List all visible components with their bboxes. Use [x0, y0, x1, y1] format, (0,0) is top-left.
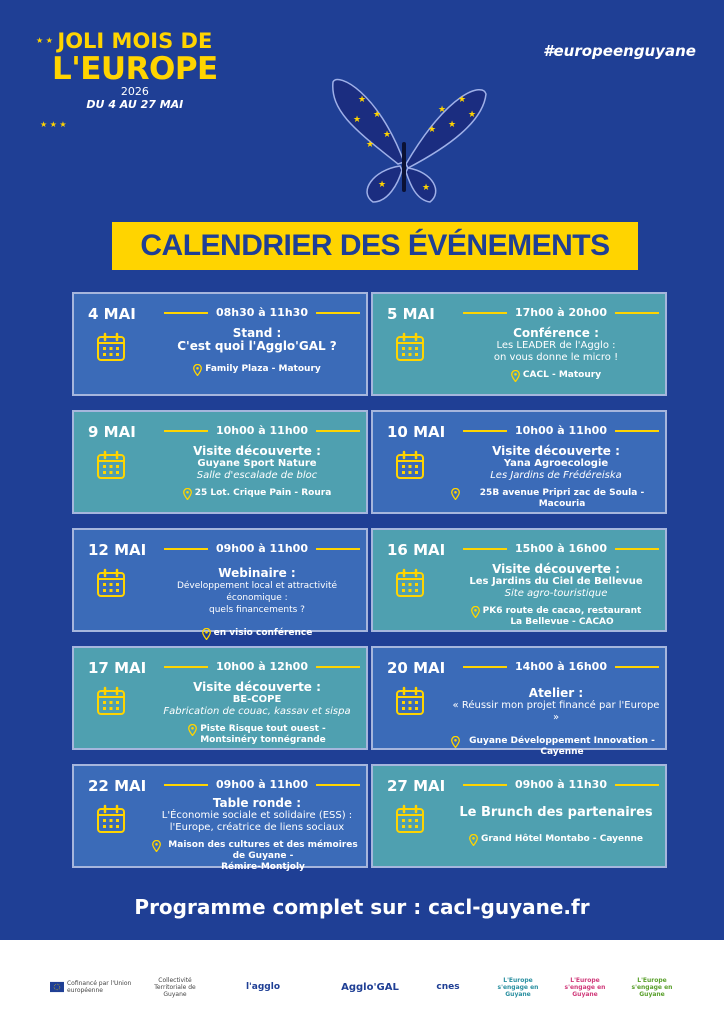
- event-detail: L'Économie sociale et solidaire (ESS) :: [161, 810, 353, 821]
- event-date: 22 MAI: [88, 777, 147, 795]
- event-time: 17h00 à 20h00: [463, 306, 659, 319]
- europe-sengage-logo-2: L'Europe s'engage en Guyane: [564, 976, 606, 998]
- star-icon: ★ ★ ★: [40, 120, 67, 129]
- event-time: 08h30 à 11h30: [164, 306, 360, 319]
- event-location-text: PK6 route de cacao, restaurant: [482, 606, 642, 616]
- event-body: [451, 686, 661, 758]
- butterfly-eu-flag-icon: [318, 52, 493, 212]
- event-detail: Yana Agroecologie: [503, 458, 609, 469]
- event-date: 10 MAI: [387, 423, 446, 441]
- program-link-text: Programme complet sur : cacl-guyane.fr: [134, 895, 590, 919]
- event-card: [371, 410, 667, 514]
- brand-line1: JOLI MOIS DE: [57, 29, 213, 53]
- event-title: Conférence :: [513, 326, 599, 340]
- event-detail: Guyane Sport Nature: [197, 458, 317, 469]
- svg-text:★: ★: [353, 115, 362, 125]
- event-body: [451, 562, 661, 628]
- event-detail: C'est quoi l'Agglo'GAL ?: [177, 339, 337, 353]
- event-location-text-2: La Bellevue - CACAO: [510, 617, 614, 627]
- brand-dates: DU 4 AU 27 MAI: [86, 98, 184, 111]
- eu-flag-logo: Cofinancé par l'Union européenne: [50, 970, 132, 1004]
- event-location: [451, 488, 661, 510]
- event-body: [152, 326, 362, 376]
- svg-text:★: ★: [458, 95, 467, 105]
- event-title: Visite découverte :: [492, 444, 620, 458]
- agglo-logo: l'agglo: [245, 981, 281, 992]
- calendar-icon: [395, 568, 425, 598]
- event-title: Visite découverte :: [193, 444, 321, 458]
- event-location: [152, 840, 362, 873]
- event-location: [152, 364, 362, 376]
- event-date: 17 MAI: [88, 659, 147, 677]
- europe-sengage-logo-1: L'Europe s'engage en Guyane: [497, 976, 539, 998]
- event-date: 4 MAI: [88, 305, 136, 323]
- svg-text:★: ★: [378, 180, 387, 190]
- calendar-icon: [96, 332, 126, 362]
- event-date: 27 MAI: [387, 777, 446, 795]
- event-card: [72, 410, 368, 514]
- star-icon: ★ ★: [36, 36, 53, 45]
- event-location-text: Grand Hôtel Montabo - Cayenne: [480, 834, 644, 844]
- event-detail-2: l'Europe, créatrice de liens sociaux: [169, 822, 345, 833]
- event-detail: Les LEADER de l'Agglo :: [496, 340, 616, 351]
- event-title: Webinaire :: [218, 566, 296, 580]
- calendar-icon: [96, 804, 126, 834]
- event-card: [371, 528, 667, 632]
- event-detail: Développement local et attractivité économique :: [176, 581, 338, 603]
- event-time: 14h00 à 16h00: [463, 660, 659, 673]
- event-location: [451, 606, 661, 628]
- event-location-text: CACL - Matoury: [522, 370, 602, 380]
- svg-text:★: ★: [448, 120, 457, 130]
- event-card: [371, 646, 667, 757]
- event-title: Table ronde :: [212, 796, 302, 810]
- event-detail-2: Salle d'escalade de bloc: [196, 470, 318, 481]
- svg-text:★: ★: [373, 110, 382, 120]
- europe-sengage-logo-3: L'Europe s'engage en Guyane: [631, 976, 673, 998]
- event-body: [451, 326, 661, 382]
- calendar-icon: [96, 450, 126, 480]
- event-detail-2: Fabrication de couac, kassav et sispa: [163, 706, 351, 717]
- event-detail-2: Site agro-touristique: [504, 588, 608, 599]
- event-location: [152, 724, 362, 746]
- event-card: [72, 528, 368, 638]
- agglo-gal-logo: Agglo'GAL: [341, 981, 399, 993]
- brand-block: [52, 30, 218, 111]
- event-body: [152, 680, 362, 746]
- event-location-text: Family Plaza - Matoury: [205, 364, 321, 374]
- calendar-icon: [96, 568, 126, 598]
- event-body: [152, 566, 362, 640]
- event-detail: « Réussir mon projet financé par l'Europe »: [452, 700, 660, 723]
- svg-text:★: ★: [468, 110, 477, 120]
- event-card: [371, 292, 667, 396]
- event-card: [72, 646, 368, 750]
- event-time: 15h00 à 16h00: [463, 542, 659, 555]
- event-location-text: 25 Lot. Crique Pain - Roura: [194, 488, 332, 498]
- event-location-text: Piste Risque tout ouest -: [200, 724, 326, 734]
- event-location: [152, 488, 362, 500]
- event-date: 12 MAI: [88, 541, 147, 559]
- svg-text:★: ★: [383, 130, 392, 140]
- event-location-text: en visio conférence: [213, 628, 313, 638]
- svg-text:★: ★: [428, 125, 437, 135]
- collectivite-logo: Collectivité Territoriale de Guyane: [154, 976, 196, 998]
- event-location-text-2: Rémire-Montjoly: [221, 862, 305, 872]
- brand-line2: L'EUROPE: [52, 51, 218, 87]
- banner-title: CALENDRIER DES ÉVÉNEMENTS: [140, 229, 610, 262]
- event-time: 09h00 à 11h30: [463, 778, 659, 791]
- event-date: 20 MAI: [387, 659, 446, 677]
- event-body: [152, 796, 362, 873]
- event-detail: Les Jardins du Ciel de Bellevue: [469, 576, 643, 587]
- event-body: [451, 806, 661, 846]
- hashtag: #europeenguyane: [543, 42, 696, 60]
- brand-year: 2026: [120, 85, 149, 98]
- cnes-logo: cnes: [436, 981, 460, 992]
- event-detail-2: quels financements ?: [209, 605, 305, 615]
- svg-text:★: ★: [438, 105, 447, 115]
- event-body: [152, 444, 362, 500]
- event-detail: BE-COPE: [232, 694, 282, 705]
- event-location: [451, 370, 661, 382]
- partner-logos-footer: [0, 940, 724, 1024]
- calendar-icon: [395, 804, 425, 834]
- event-title: Le Brunch des partenaires: [459, 805, 653, 820]
- event-body: [451, 444, 661, 510]
- event-detail-2: on vous donne le micro !: [493, 352, 619, 363]
- calendar-icon: [395, 450, 425, 480]
- event-title: Visite découverte :: [492, 562, 620, 576]
- svg-text:★: ★: [422, 183, 431, 193]
- event-time: 09h00 à 11h00: [164, 542, 360, 555]
- event-title: Visite découverte :: [193, 680, 321, 694]
- event-time: 10h00 à 12h00: [164, 660, 360, 673]
- event-time: 09h00 à 11h00: [164, 778, 360, 791]
- event-title: Stand :: [232, 326, 282, 340]
- event-title: Atelier :: [528, 686, 584, 700]
- calendar-icon: [395, 332, 425, 362]
- event-card: [371, 764, 667, 868]
- event-location-text: 25B avenue Pripri zac de Soula - Macouria: [479, 488, 645, 509]
- event-location-text-2: Montsinéry tonnégrande: [200, 735, 326, 745]
- svg-text:★: ★: [366, 140, 375, 150]
- event-card: [72, 764, 368, 872]
- calendar-icon: [96, 686, 126, 716]
- event-time: 10h00 à 11h00: [164, 424, 360, 437]
- event-detail-2: Les Jardins de Frédéreiska: [490, 470, 622, 481]
- event-time: 10h00 à 11h00: [463, 424, 659, 437]
- event-card: [72, 292, 368, 396]
- event-date: 9 MAI: [88, 423, 136, 441]
- event-location-text: Maison des cultures et des mémoires de Guyane -: [168, 840, 358, 861]
- title-banner: [112, 222, 638, 270]
- event-date: 16 MAI: [387, 541, 446, 559]
- event-location: [451, 736, 661, 758]
- event-date: 5 MAI: [387, 305, 435, 323]
- calendar-icon: [395, 686, 425, 716]
- event-location: [451, 834, 661, 846]
- svg-text:★: ★: [358, 95, 367, 105]
- event-location: [152, 628, 362, 640]
- event-location-text: Guyane Développement Innovation - Cayenne: [469, 736, 655, 757]
